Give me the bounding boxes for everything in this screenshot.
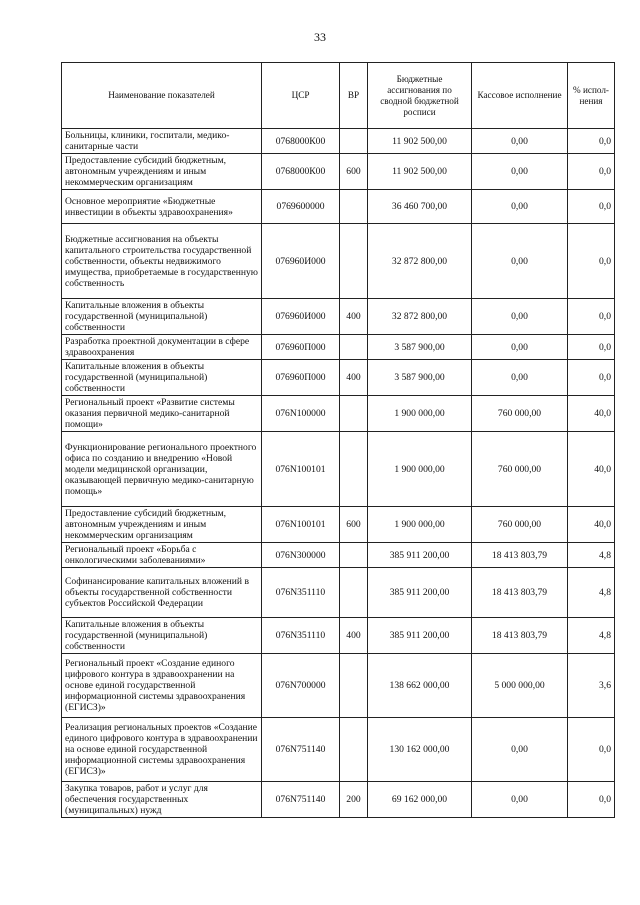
- table-row: [62, 507, 615, 543]
- cell-csr: 076960И000: [262, 299, 340, 335]
- cell-name: Разработка проектной документации в сфере здравоохранения: [62, 335, 262, 360]
- cell-csr: 076N351110: [262, 618, 340, 654]
- cell-name: Функционирование регионального проектного офиса по созданию и внедрению «Новой модели медицинской организации, оказывающей первичную медико-санитарную помощь»: [62, 432, 262, 507]
- cell-vr: [340, 432, 368, 507]
- table-row: [62, 129, 615, 154]
- cell-name: Реализация региональных проектов «Создание единого цифрового контура в здравоохранении на основе единой государственной информационной системы здравоохранения (ЕГИСЗ)»: [62, 718, 262, 782]
- table-row: [62, 396, 615, 432]
- table-row: [62, 299, 615, 335]
- cell-csr: 076960П000: [262, 360, 340, 396]
- cell-csr: 076N351110: [262, 568, 340, 618]
- cell-pct: 0,0: [568, 299, 615, 335]
- cell-vr: [340, 224, 368, 299]
- table-row: [62, 190, 615, 224]
- table-row: [62, 154, 615, 190]
- cell-csr: 0769600000: [262, 190, 340, 224]
- cell-budget: 32 872 800,00: [368, 299, 472, 335]
- cell-budget: 11 902 500,00: [368, 154, 472, 190]
- table-row: [62, 618, 615, 654]
- cell-pct: 0,0: [568, 190, 615, 224]
- cell-csr: 076N100101: [262, 507, 340, 543]
- cell-name: Капитальные вложения в объекты государственной (муниципальной) собственности: [62, 360, 262, 396]
- cell-name: Больницы, клиники, госпитали, медико-санитарные части: [62, 129, 262, 154]
- cell-budget: 3 587 900,00: [368, 360, 472, 396]
- cell-cash: 0,00: [472, 360, 568, 396]
- cell-budget: 32 872 800,00: [368, 224, 472, 299]
- header-vr: ВР: [340, 63, 368, 129]
- cell-budget: 385 911 200,00: [368, 568, 472, 618]
- cell-cash: 760 000,00: [472, 507, 568, 543]
- table-row: [62, 224, 615, 299]
- cell-cash: 0,00: [472, 224, 568, 299]
- cell-name: Софинансирование капитальных вложений в объекты государственной собственности субъектов Российской Федерации: [62, 568, 262, 618]
- cell-pct: 0,0: [568, 360, 615, 396]
- cell-cash: 0,00: [472, 129, 568, 154]
- cell-csr: 076N751140: [262, 782, 340, 818]
- cell-vr: [340, 335, 368, 360]
- cell-vr: 400: [340, 299, 368, 335]
- cell-name: Предоставление субсидий бюджетным, автономным учреждениям и иным некоммерческим организациям: [62, 154, 262, 190]
- cell-budget: 130 162 000,00: [368, 718, 472, 782]
- header-cash: Кассовое исполнение: [472, 63, 568, 129]
- table-row: [62, 782, 615, 818]
- cell-csr: 076960И000: [262, 224, 340, 299]
- cell-budget: 1 900 000,00: [368, 396, 472, 432]
- cell-name: Бюджетные ассигнования на объекты капитального строительства государственной собственности, объекты недвижимого имущества, приобретаемые в государственную собственность: [62, 224, 262, 299]
- cell-pct: 0,0: [568, 335, 615, 360]
- cell-budget: 385 911 200,00: [368, 543, 472, 568]
- cell-name: Капитальные вложения в объекты государственной (муниципальной) собственности: [62, 299, 262, 335]
- table-row: [62, 654, 615, 718]
- cell-name: Капитальные вложения в объекты государственной (муниципальной) собственности: [62, 618, 262, 654]
- header-budget: Бюджетные ассигнования по сводной бюджетной росписи: [368, 63, 472, 129]
- cell-pct: 0,0: [568, 224, 615, 299]
- cell-pct: 0,0: [568, 782, 615, 818]
- cell-name: Предоставление субсидий бюджетным, автономным учреждениям и иным некоммерческим организациям: [62, 507, 262, 543]
- cell-pct: 40,0: [568, 432, 615, 507]
- cell-cash: 0,00: [472, 335, 568, 360]
- cell-cash: 18 413 803,79: [472, 568, 568, 618]
- header-csr: ЦСР: [262, 63, 340, 129]
- cell-pct: 0,0: [568, 129, 615, 154]
- cell-pct: 0,0: [568, 154, 615, 190]
- cell-budget: 138 662 000,00: [368, 654, 472, 718]
- cell-name: Региональный проект «Борьба с онкологическими заболеваниями»: [62, 543, 262, 568]
- cell-csr: 076N100000: [262, 396, 340, 432]
- table-row: [62, 432, 615, 507]
- cell-vr: 200: [340, 782, 368, 818]
- cell-cash: 18 413 803,79: [472, 543, 568, 568]
- cell-vr: [340, 396, 368, 432]
- table-row: [62, 543, 615, 568]
- cell-budget: 385 911 200,00: [368, 618, 472, 654]
- table-header-row: [62, 63, 615, 129]
- cell-budget: 3 587 900,00: [368, 335, 472, 360]
- cell-budget: 11 902 500,00: [368, 129, 472, 154]
- cell-cash: 760 000,00: [472, 396, 568, 432]
- cell-cash: 0,00: [472, 299, 568, 335]
- cell-budget: 69 162 000,00: [368, 782, 472, 818]
- cell-vr: [340, 568, 368, 618]
- cell-csr: 076N300000: [262, 543, 340, 568]
- cell-vr: [340, 543, 368, 568]
- cell-vr: 600: [340, 507, 368, 543]
- cell-pct: 4,8: [568, 568, 615, 618]
- cell-vr: [340, 129, 368, 154]
- cell-cash: 0,00: [472, 782, 568, 818]
- cell-csr: 076960П000: [262, 335, 340, 360]
- cell-pct: 3,6: [568, 654, 615, 718]
- cell-vr: 400: [340, 618, 368, 654]
- cell-cash: 0,00: [472, 154, 568, 190]
- cell-cash: 760 000,00: [472, 432, 568, 507]
- cell-name: Региональный проект «Развитие системы оказания первичной медико-санитарной помощи»: [62, 396, 262, 432]
- cell-cash: 0,00: [472, 718, 568, 782]
- cell-name: Региональный проект «Создание единого цифрового контура в здравоохранении на основе единой государственной информационной системы здравоохранения (ЕГИСЗ)»: [62, 654, 262, 718]
- header-pct: % испол-нения: [568, 63, 615, 129]
- page-number: 33: [314, 30, 326, 44]
- table-row: [62, 718, 615, 782]
- cell-cash: 5 000 000,00: [472, 654, 568, 718]
- cell-csr: 0768000К00: [262, 154, 340, 190]
- header-name: Наименование показателей: [62, 63, 262, 129]
- cell-pct: 4,8: [568, 543, 615, 568]
- cell-vr: [340, 718, 368, 782]
- table-row: [62, 335, 615, 360]
- cell-pct: 40,0: [568, 396, 615, 432]
- cell-pct: 0,0: [568, 718, 615, 782]
- cell-csr: 076N700000: [262, 654, 340, 718]
- cell-budget: 1 900 000,00: [368, 432, 472, 507]
- cell-pct: 4,8: [568, 618, 615, 654]
- cell-csr: 076N100101: [262, 432, 340, 507]
- cell-cash: 18 413 803,79: [472, 618, 568, 654]
- cell-vr: 400: [340, 360, 368, 396]
- table-row: [62, 360, 615, 396]
- cell-name: Основное мероприятие «Бюджетные инвестиции в объекты здравоохранения»: [62, 190, 262, 224]
- cell-csr: 076N751140: [262, 718, 340, 782]
- cell-budget: 36 460 700,00: [368, 190, 472, 224]
- cell-budget: 1 900 000,00: [368, 507, 472, 543]
- cell-vr: 600: [340, 154, 368, 190]
- cell-vr: [340, 190, 368, 224]
- cell-vr: [340, 654, 368, 718]
- cell-csr: 0768000К00: [262, 129, 340, 154]
- cell-pct: 40,0: [568, 507, 615, 543]
- cell-cash: 0,00: [472, 190, 568, 224]
- budget-execution-table: [61, 62, 615, 818]
- table-row: [62, 568, 615, 618]
- cell-name: Закупка товаров, работ и услуг для обеспечения государственных (муниципальных) нужд: [62, 782, 262, 818]
